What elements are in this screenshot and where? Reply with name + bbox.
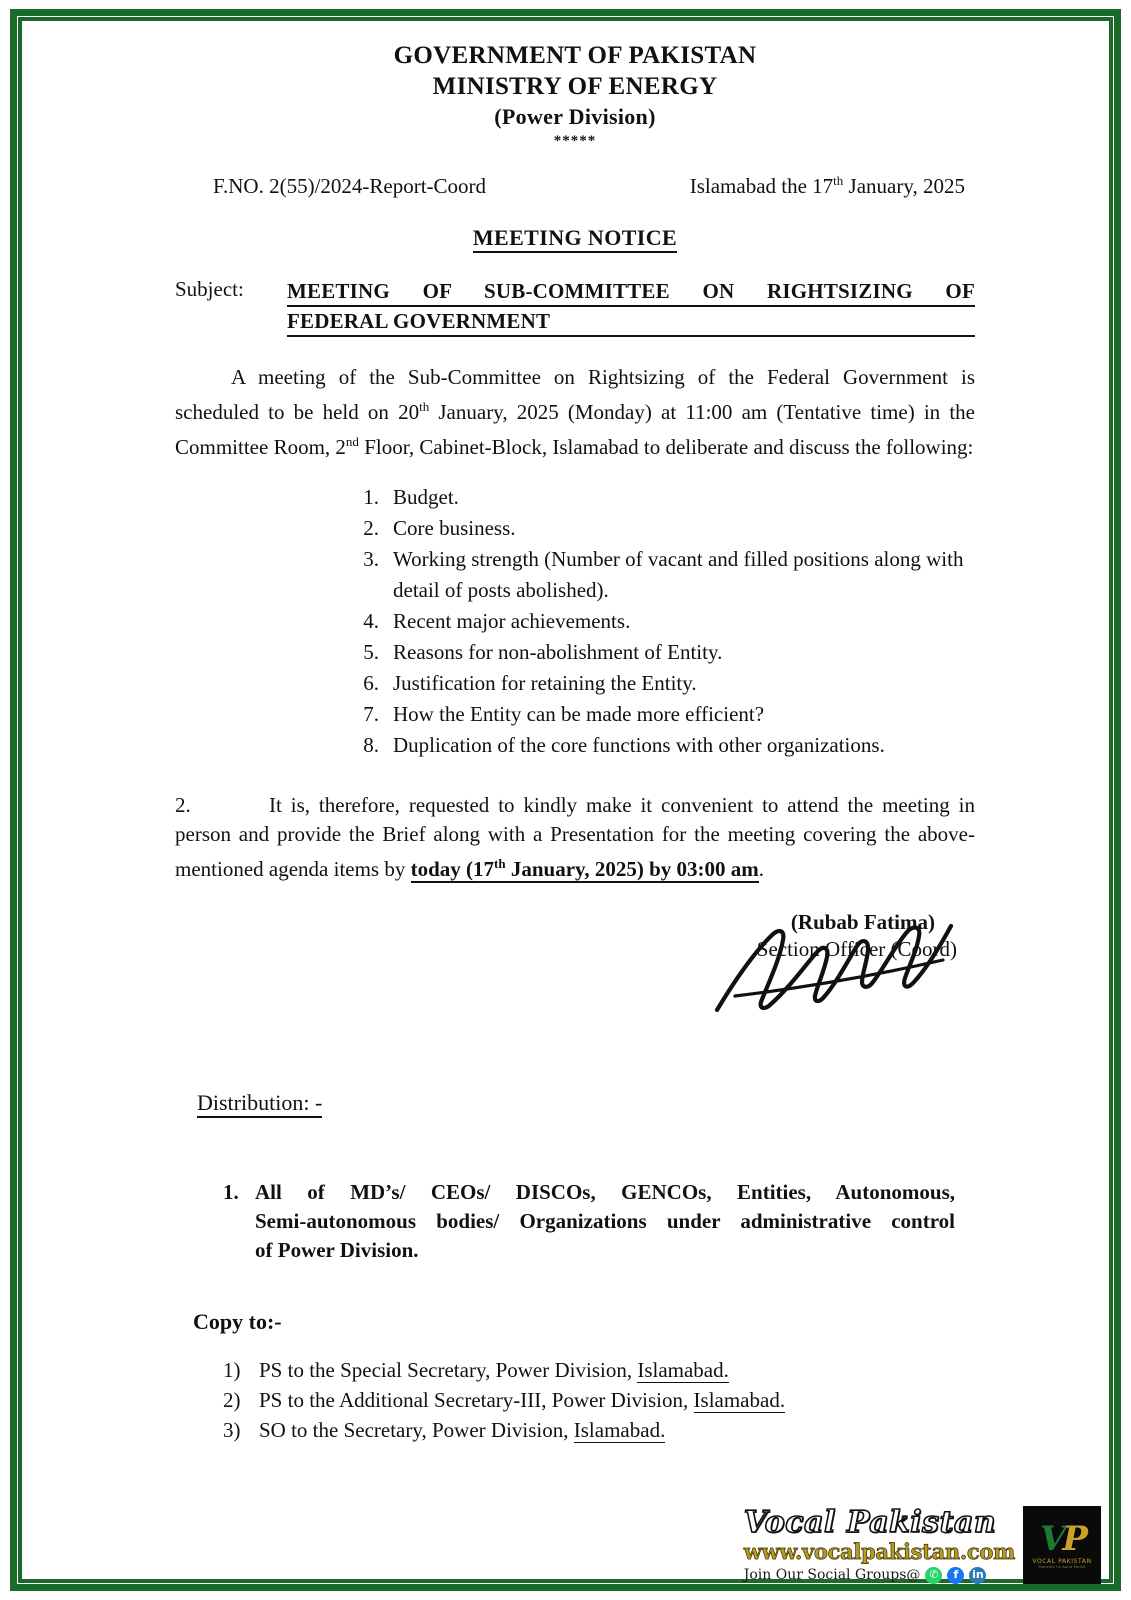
list-item — [175, 1415, 975, 1445]
agenda-item — [175, 668, 975, 699]
reference-row — [175, 173, 975, 199]
signatory-name: (Rubab Fatima) — [790, 910, 935, 934]
opening-ordinal-1: th — [419, 399, 430, 414]
copy-item-number: 3) — [223, 1418, 241, 1442]
agenda-item — [175, 606, 975, 637]
agenda-item-number: 1. — [363, 485, 379, 509]
copy-to-list — [175, 1355, 975, 1445]
agenda-item — [175, 482, 975, 513]
signature-block — [175, 910, 975, 1060]
copy-item-place: Islamabad. — [637, 1358, 729, 1382]
agenda-item-text: Justification for retaining the Entity. — [393, 671, 697, 695]
watermark-website-url: www.vocalpakistan.com — [743, 1539, 1015, 1564]
notice-title — [175, 225, 975, 251]
place-and-date — [690, 173, 975, 199]
paragraph-two-number: 2. — [175, 793, 191, 817]
deadline-emphasis — [411, 857, 759, 883]
agenda-item — [175, 544, 975, 606]
facebook-icon[interactable]: f — [947, 1567, 964, 1584]
agenda-item-number: 5. — [363, 640, 379, 664]
agenda-item — [175, 730, 975, 761]
opening-part-1: A meeting of the Sub-Committee on Rightsizing of the Federal Government is scheduled to be held on 20 — [175, 365, 975, 424]
agenda-item — [175, 699, 975, 730]
date-prefix: Islamabad the 17 — [689, 174, 834, 198]
subject-line-1: MEETING OF SUB-COMMITTEE ON RIGHTSIZING OF — [287, 277, 975, 307]
agenda-item-text: Recent major achievements. — [393, 609, 631, 633]
paragraph-two-text: It is, therefore, requested to kindly make it convenient to attend the meeting in person and provide the Brief along with a Presentation for the meeting covering the above-mentioned agenda items by — [175, 793, 975, 881]
agenda-item-text: Budget. — [393, 485, 459, 509]
agenda-item-number: 7. — [363, 702, 379, 726]
letterhead-stars: ***** — [553, 133, 597, 149]
agenda-item-text: Core business. — [393, 516, 516, 540]
agenda-item — [175, 637, 975, 668]
letterhead-government: GOVERNMENT OF PAKISTAN — [393, 42, 757, 69]
letterhead — [175, 40, 975, 151]
agenda-list — [175, 482, 975, 761]
letterhead-division: (Power Division) — [494, 104, 656, 129]
watermark-social-row — [744, 1566, 1015, 1584]
opening-part-3: Floor, Cabinet-Block, Islamabad to deliberate and discuss the following: — [358, 435, 974, 459]
logo-monogram — [1040, 1521, 1084, 1557]
agenda-item-text: Reasons for non-abolishment of Entity. — [393, 640, 723, 664]
opening-paragraph — [175, 363, 975, 462]
date-suffix: January, 2025 — [843, 174, 965, 198]
list-item — [175, 1355, 975, 1385]
linkedin-icon[interactable]: in — [969, 1567, 986, 1584]
opening-ordinal-2: nd — [345, 434, 359, 449]
list-item — [175, 1178, 975, 1265]
distribution-heading — [175, 1090, 975, 1116]
copy-item-text — [259, 1385, 785, 1415]
distribution-item-text — [255, 1178, 955, 1265]
distribution-list — [175, 1178, 975, 1265]
date-ordinal: th — [833, 173, 844, 188]
watermark-brand-name: Vocal Pakistan — [743, 1505, 997, 1540]
logo-subtitle: VOCAL PAKISTAN — [1032, 1558, 1092, 1565]
distribution-heading-text: Distribution: - — [197, 1090, 322, 1118]
distribution-line-2: Semi-autonomous bodies/ Organizations under administrative control — [255, 1209, 955, 1233]
signatory-designation: Section Officer (Coord) — [756, 937, 957, 961]
copy-item-text — [259, 1355, 729, 1385]
copy-item-number: 1) — [223, 1358, 241, 1382]
deadline-part-1: today (17 — [410, 857, 495, 881]
whatsapp-icon[interactable]: ✆ — [925, 1567, 942, 1584]
agenda-item-number: 3. — [363, 547, 379, 571]
copy-item-place: Islamabad. — [573, 1418, 666, 1442]
opening-part-2: January, 2025 (Monday) at 11:00 am (Tentative time) in the Committee Room, 2 — [175, 400, 975, 459]
agenda-item-text: How the Entity can be made more efficient? — [393, 702, 765, 726]
agenda-item-number: 4. — [363, 609, 379, 633]
document-content — [175, 40, 975, 1445]
subject-label: Subject: — [175, 277, 244, 301]
agenda-item-number: 6. — [363, 671, 379, 695]
vocal-pakistan-logo-icon — [1023, 1506, 1101, 1584]
distribution-line-3: of Power Division. — [255, 1238, 419, 1262]
agenda-item-number: 2. — [363, 516, 379, 540]
copy-item-text — [259, 1415, 665, 1445]
distribution-item-number: 1. — [223, 1180, 239, 1204]
copy-item-place: Islamabad. — [693, 1388, 786, 1412]
notice-title-text: MEETING NOTICE — [473, 225, 677, 253]
deadline-part-2: January, 2025) by 03:00 am — [505, 857, 759, 881]
agenda-item-number: 8. — [363, 733, 379, 757]
list-item — [175, 1385, 975, 1415]
subject-text — [287, 277, 975, 337]
deadline-underline — [411, 857, 759, 883]
copy-item-body: PS to the Special Secretary, Power Division, — [259, 1358, 638, 1382]
logo-letter-v: V — [1040, 1519, 1063, 1559]
subject-block — [175, 277, 975, 337]
copy-to-heading: Copy to:- — [193, 1309, 282, 1334]
subject-line-2: FEDERAL GOVERNMENT — [287, 307, 975, 337]
copy-item-number: 2) — [223, 1388, 241, 1412]
distribution-line-1: All of MD’s/ CEOs/ DISCOs, GENCOs, Entities, Autonomous, — [255, 1180, 955, 1204]
paragraph-two — [175, 791, 975, 884]
agenda-item — [175, 513, 975, 544]
deadline-ordinal: th — [494, 856, 506, 871]
logo-letter-p: P — [1062, 1519, 1084, 1559]
copy-item-body: SO to the Secretary, Power Division, — [259, 1418, 574, 1442]
social-label: Join Our Social Groups@ — [743, 1567, 921, 1583]
agenda-item-text: Duplication of the core functions with other organizations. — [393, 733, 885, 757]
agenda-item-text: Working strength (Number of vacant and filled positions along with detail of posts abolished). — [393, 547, 964, 602]
watermark-branding — [744, 1506, 1101, 1584]
letterhead-ministry: MINISTRY OF ENERGY — [432, 73, 718, 100]
logo-tagline: Pakistan ka Apna Media — [1038, 1565, 1086, 1569]
paragraph-two-period: . — [758, 857, 765, 881]
copy-item-body: PS to the Additional Secretary-III, Power Division, — [259, 1388, 694, 1412]
file-number: F.NO. 2(55)/2024-Report-Coord — [213, 174, 487, 198]
watermark-text-group — [744, 1506, 1015, 1584]
